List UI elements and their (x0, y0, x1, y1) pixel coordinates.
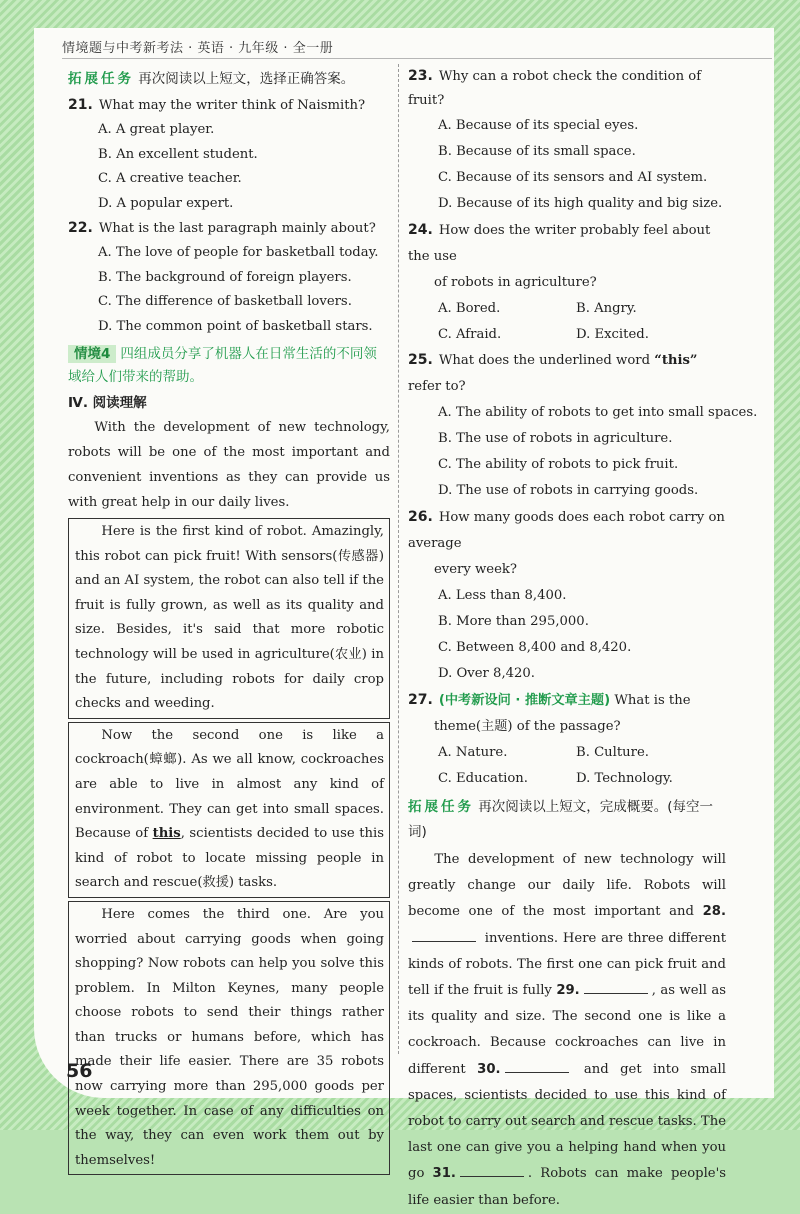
summary-text: inventions. Here are three different kinds of robots. The first one can pick fruit and tell if the fruit is fully (408, 930, 726, 999)
question-text: What is the (614, 693, 691, 708)
option-25-c: C. The ability of robots to pick fruit. (438, 457, 679, 472)
header-divider (62, 58, 772, 59)
option-23-d: D. Because of its high quality and big size. (438, 196, 723, 211)
option-23-a: A. Because of its special eyes. (438, 118, 639, 133)
question-text: What may the writer think of Naismith? (98, 98, 366, 113)
task-instruction: 再次阅读以上短文，选择正确答案。 (138, 71, 355, 87)
option-21-c: C. A creative teacher. (98, 171, 242, 186)
question-number: 25. (408, 352, 433, 368)
options-27-row-2 (408, 766, 726, 792)
summary-paragraph (408, 847, 726, 1214)
question-text-end: refer to? (408, 379, 466, 394)
passage-box-3 (68, 901, 390, 1176)
option-26-c: C. Between 8,400 and 8,420. (438, 640, 632, 655)
option-22-b: B. The background of foreign players. (98, 269, 352, 285)
summary-text: . Robots can make people's life easier than before. (408, 1166, 726, 1208)
summary-text: and get into small spaces, scientists decided to use this kind of robot to carry out search and rescue tasks. The last one can give you a helping hand when you go (408, 1061, 726, 1182)
blank-31[interactable] (460, 1164, 524, 1177)
column-divider (398, 64, 399, 1054)
summary-text: , as well as its quality and size. The second one is like a cockroach. Because cockroaches can live in different (408, 983, 727, 1077)
question-text-cont: every week? (434, 562, 517, 577)
question-text: What does the underlined word (438, 353, 651, 368)
question-22 (68, 216, 390, 241)
blank-30-number: 30. (477, 1061, 501, 1077)
scenario-4 (68, 343, 390, 389)
right-column (408, 64, 758, 1214)
page-number: 56 (66, 1060, 93, 1082)
options-24-row-1 (408, 296, 726, 322)
section-title: Ⅳ. 阅读理解 (68, 395, 147, 411)
option-25-a: A. The ability of robots to get into small spaces. (438, 405, 758, 420)
summary-passage (408, 847, 726, 1214)
left-column (68, 64, 390, 1175)
question-23 (408, 64, 726, 113)
question-number: 22. (68, 220, 93, 236)
scenario-text: 四组成员分享了机器人在日常生活的不同领域给人们带来的帮助。 (68, 346, 377, 385)
passage-intro: With the development of new technology, robots will be one of the most important and convenient inventions as they can provide us with great help in our daily lives. (68, 420, 390, 510)
option-27-b: B. Culture. (576, 745, 649, 760)
options-27-row-1 (408, 740, 726, 766)
paragraph-text: Now the second one is like a cockroach(蟑螂). As we all know, cockroaches are able to live in almost any kind of environment. They can get into small spaces. Because of (75, 727, 384, 842)
quoted-word: “this” (654, 353, 698, 368)
option-21-a: A. A great player. (98, 122, 215, 137)
blank-31-number: 31. (432, 1166, 456, 1182)
option-24-a: A. Bored. (438, 301, 501, 316)
summary-text: The development of new technology will greatly change our daily life. Robots will become one of the most important and (408, 852, 726, 920)
task-tag: 拓展任务 (408, 799, 474, 815)
option-27-c: C. Education. (438, 770, 528, 786)
task-instruction: 再次阅读以上短文，完成概要。(每空一词) (408, 799, 713, 840)
passage-box-2 (68, 722, 390, 898)
underlined-word: this (152, 826, 181, 842)
question-text: How does the writer probably feel about the use (408, 223, 711, 264)
option-21-d: D. A popular expert. (98, 195, 234, 211)
question-26 (408, 504, 726, 583)
question-27 (408, 687, 726, 740)
extension-task-1 (68, 66, 390, 93)
passage-paragraph-3: Here comes the third one. Are you worried about carrying goods when going shopping? Now robots can help you solve this problem. In Milton Keynes, many people choose robots to send their things rather than trucks or humans before, which has made their life easier. There are 35 robots now carrying more than 295,000 goods per week together. In case of any difficulties on the way, they can even work them out by themselves! (75, 906, 384, 1168)
question-text-cont: of robots in agriculture? (434, 275, 597, 290)
option-24-d: D. Excited. (576, 326, 649, 342)
passage-paragraph-2 (75, 724, 384, 896)
paragraph-text: , scientists decided to use this kind of robot to locate missing people in search and rescue(救援) tasks. (75, 826, 384, 891)
option-26-a: A. Less than 8,400. (438, 588, 567, 603)
question-text: Why can a robot check the condition of fruit? (408, 69, 702, 108)
scenario-tag: 情境4 (68, 345, 116, 363)
extension-task-2 (408, 795, 726, 845)
option-27-a: A. Nature. (438, 745, 508, 760)
blank-30[interactable] (505, 1060, 569, 1073)
blank-28[interactable] (412, 929, 476, 942)
blank-29-number: 29. (556, 983, 580, 999)
option-22-d: D. The common point of basketball stars. (98, 318, 373, 334)
question-21 (68, 93, 390, 118)
option-22-a: A. The love of people for basketball today. (98, 245, 379, 260)
question-text-cont: theme(主题) of the passage? (434, 719, 621, 734)
option-24-c: C. Afraid. (438, 326, 502, 342)
option-27-d: D. Technology. (576, 770, 673, 786)
passage-box-1 (68, 518, 390, 719)
question-number: 27. (408, 692, 433, 708)
question-24 (408, 217, 726, 296)
passage-paragraph-1: Here is the first kind of robot. Amazingly, this robot can pick fruit! With sensors(传感器) and an AI system, the robot can also tell if the fruit is fully grown, as well as its quality and size. Besides, it's said that more robotic technology will be used in agriculture(农业) in the future, including robots for daily crop checks and weeding. (75, 524, 384, 712)
option-24-b: B. Angry. (576, 301, 637, 316)
question-number: 21. (68, 97, 93, 113)
question-tag: (中考新设问 · 推断文章主题) (438, 693, 611, 708)
option-21-b: B. An excellent student. (98, 146, 258, 162)
blank-29[interactable] (584, 981, 648, 994)
option-26-d: D. Over 8,420. (438, 666, 535, 681)
page-header: 情境题与中考新考法 · 英语 · 九年级 · 全一册 (62, 41, 334, 56)
question-25 (408, 347, 726, 400)
task-tag: 拓展任务 (68, 71, 134, 87)
option-23-c: C. Because of its sensors and AI system. (438, 170, 708, 185)
question-text: How many goods does each robot carry on average (408, 510, 725, 551)
option-25-b: B. The use of robots in agriculture. (438, 431, 673, 446)
option-26-b: B. More than 295,000. (438, 614, 589, 629)
option-22-c: C. The difference of basketball lovers. (98, 294, 352, 309)
blank-28-number: 28. (702, 904, 726, 920)
question-number: 26. (408, 509, 433, 525)
question-text: What is the last paragraph mainly about? (98, 221, 376, 236)
question-number: 24. (408, 222, 433, 238)
options-24-row-2 (408, 322, 726, 348)
option-23-b: B. Because of its small space. (438, 144, 636, 159)
option-25-d: D. The use of robots in carrying goods. (438, 483, 699, 498)
question-number: 23. (408, 68, 433, 84)
